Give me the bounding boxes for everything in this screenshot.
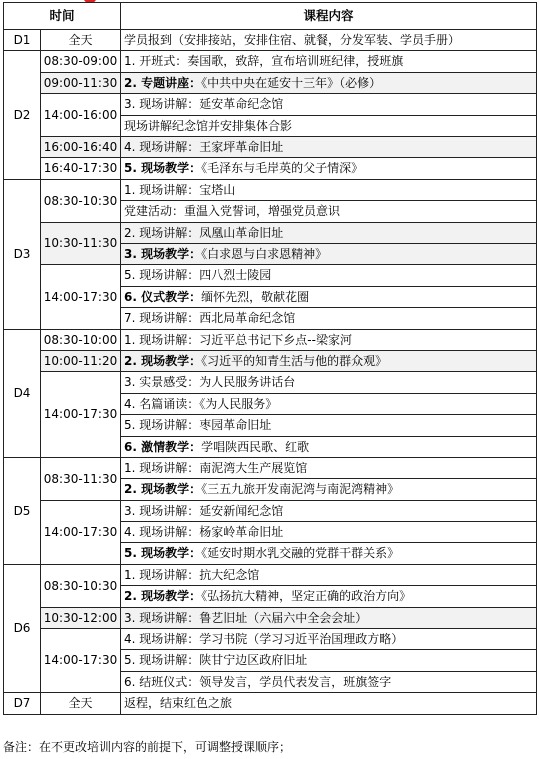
time-cell: 10:30-11:30 bbox=[41, 222, 121, 265]
item-text: 现场讲解：延安新闻纪念馆 bbox=[139, 503, 284, 518]
item-number: 3. bbox=[124, 610, 140, 625]
item-text: 现场讲解：王家坪革命旧址 bbox=[139, 140, 284, 154]
item-text: 缅怀先烈，敬献花圈 bbox=[201, 289, 310, 304]
content-line bbox=[124, 608, 536, 628]
content-cell bbox=[121, 137, 537, 158]
content-cell bbox=[121, 30, 537, 51]
item-number: 5. bbox=[124, 418, 140, 433]
content-cell bbox=[121, 286, 537, 307]
content-line bbox=[124, 650, 536, 670]
item-category: 专题讲座： bbox=[141, 75, 202, 90]
time-cell: 09:00-11:30 bbox=[41, 72, 121, 93]
item-category: 现场教学： bbox=[141, 482, 202, 497]
content-line bbox=[124, 223, 536, 243]
item-number: 5. bbox=[124, 268, 140, 283]
time-cell: 14:00-16:00 bbox=[41, 94, 121, 137]
table-row bbox=[4, 137, 537, 158]
content-cell bbox=[121, 158, 537, 179]
content-cell bbox=[121, 693, 537, 714]
item-number: 6. bbox=[124, 674, 140, 689]
content-cell bbox=[121, 243, 537, 264]
item-category: 现场教学： bbox=[141, 589, 202, 604]
item-number: 6. bbox=[124, 439, 142, 454]
table-row bbox=[4, 693, 537, 714]
day-cell: D3 bbox=[4, 179, 41, 329]
content-cell bbox=[121, 329, 537, 350]
item-number: 5. bbox=[124, 161, 142, 176]
content-cell bbox=[121, 564, 537, 585]
schedule-body bbox=[4, 30, 537, 715]
content-line bbox=[124, 116, 536, 136]
item-text: 现场讲解：枣园革命旧址 bbox=[139, 418, 272, 433]
item-number: 1. bbox=[124, 182, 140, 197]
time-cell: 10:30-12:00 bbox=[41, 607, 121, 628]
content-line bbox=[124, 244, 536, 264]
item-text: 现场讲解：凤凰山革命旧址 bbox=[139, 225, 284, 240]
content-cell bbox=[121, 586, 537, 607]
item-number: 3. bbox=[124, 375, 140, 390]
content-line bbox=[124, 30, 536, 50]
time-cell: 16:40-17:30 bbox=[41, 158, 121, 179]
table-row bbox=[4, 158, 537, 179]
time-cell: 08:30-09:00 bbox=[41, 51, 121, 72]
item-text: 现场讲解：南泥湾大生产展览馆 bbox=[139, 460, 308, 475]
content-cell bbox=[121, 222, 537, 243]
day-cell: D5 bbox=[4, 457, 41, 564]
table-row bbox=[4, 51, 537, 72]
content-line bbox=[124, 629, 536, 649]
header-content: 课程内容 bbox=[121, 3, 537, 30]
item-number: 3. bbox=[124, 503, 140, 518]
item-number: 2. bbox=[124, 75, 142, 90]
table-row bbox=[4, 329, 537, 350]
item-number: 1. bbox=[124, 332, 140, 347]
item-number: 3. bbox=[124, 97, 140, 112]
day-cell: D6 bbox=[4, 564, 41, 692]
content-cell bbox=[121, 350, 537, 371]
content-line bbox=[124, 415, 536, 435]
content-line bbox=[124, 522, 536, 542]
table-row bbox=[4, 372, 537, 393]
item-text: 《毛泽东与毛岸英的父子情深》 bbox=[201, 161, 364, 176]
item-number: 6. bbox=[124, 289, 142, 304]
item-number: 5. bbox=[124, 546, 142, 561]
time-cell: 14:00-17:30 bbox=[41, 629, 121, 693]
item-category: 现场教学： bbox=[141, 246, 202, 261]
item-number: 4. bbox=[124, 632, 140, 647]
item-number: 4. bbox=[124, 525, 140, 540]
day-cell: D7 bbox=[4, 693, 41, 714]
time-cell: 08:30-10:30 bbox=[41, 179, 121, 222]
item-text: 现场讲解：习近平总书记下乡点--梁家河 bbox=[139, 332, 352, 347]
day-cell: D4 bbox=[4, 329, 41, 457]
item-text: 现场讲解：抗大纪念馆 bbox=[139, 567, 260, 582]
table-row bbox=[4, 30, 537, 51]
item-text: 《习近平的知青生活与他的群众观》 bbox=[201, 353, 388, 368]
content-line bbox=[124, 501, 536, 521]
content-line bbox=[124, 265, 536, 285]
content-line bbox=[124, 479, 536, 499]
item-number: 5. bbox=[124, 653, 140, 668]
item-text: 现场讲解：四八烈士陵园 bbox=[139, 268, 272, 283]
content-cell bbox=[121, 543, 537, 564]
content-cell bbox=[121, 629, 537, 650]
table-row bbox=[4, 265, 537, 286]
item-number: 2. bbox=[124, 482, 142, 497]
item-text: 现场讲解：陕甘宁边区政府旧址 bbox=[139, 653, 308, 668]
item-text: 学唱陕西民歌、红歌 bbox=[201, 439, 310, 454]
content-line bbox=[124, 394, 536, 414]
item-number: 7. bbox=[124, 311, 140, 326]
day-cell: D2 bbox=[4, 51, 41, 179]
item-category: 仪式教学： bbox=[141, 289, 202, 304]
table-header-row bbox=[4, 3, 537, 30]
item-number: 1. bbox=[124, 54, 140, 69]
content-cell bbox=[121, 671, 537, 692]
table-row bbox=[4, 457, 537, 478]
item-text: 结班仪式：领导发言，学员代表发言，班旗签字 bbox=[139, 674, 392, 689]
item-text: 《三五九旅开发南泥湾与南泥湾精神》 bbox=[201, 482, 400, 497]
content-cell bbox=[121, 522, 537, 543]
content-cell bbox=[121, 265, 537, 286]
content-line bbox=[124, 180, 536, 200]
item-text: 现场讲解纪念馆并安排集体合影 bbox=[124, 118, 293, 133]
content-line bbox=[124, 330, 536, 350]
time-cell: 16:00-16:40 bbox=[41, 137, 121, 158]
item-number: 4. bbox=[124, 396, 140, 411]
content-line bbox=[124, 672, 536, 692]
table-row bbox=[4, 500, 537, 521]
content-line bbox=[124, 693, 536, 713]
content-line bbox=[124, 351, 536, 371]
content-line bbox=[124, 158, 536, 178]
day-cell: D1 bbox=[4, 30, 41, 51]
table-row bbox=[4, 72, 537, 93]
content-cell bbox=[121, 201, 537, 222]
item-number: 2. bbox=[124, 353, 142, 368]
time-cell: 14:00-17:30 bbox=[41, 372, 121, 458]
item-number: 1. bbox=[124, 567, 140, 582]
content-cell bbox=[121, 457, 537, 478]
item-number: 4. bbox=[124, 140, 140, 154]
item-text: 名篇诵读：《为人民服务》 bbox=[139, 396, 278, 411]
item-text: 党建活动：重温入党誓词，增强党员意识 bbox=[124, 204, 341, 219]
content-cell bbox=[121, 393, 537, 414]
table-row bbox=[4, 222, 537, 243]
content-cell bbox=[121, 72, 537, 93]
content-line bbox=[124, 137, 536, 157]
content-cell bbox=[121, 179, 537, 200]
header-time: 时间 bbox=[4, 3, 121, 30]
content-cell bbox=[121, 94, 537, 115]
time-cell: 10:00-11:20 bbox=[41, 350, 121, 371]
item-number: 2. bbox=[124, 589, 142, 604]
content-line bbox=[124, 543, 536, 563]
item-category: 现场教学： bbox=[141, 546, 202, 561]
content-cell bbox=[121, 415, 537, 436]
content-cell bbox=[121, 372, 537, 393]
schedule-table-container bbox=[3, 2, 536, 715]
content-cell bbox=[121, 479, 537, 500]
item-category: 现场教学： bbox=[141, 353, 202, 368]
table-row bbox=[4, 629, 537, 650]
item-text: 现场讲解：西北局革命纪念馆 bbox=[139, 311, 296, 326]
item-text: 《中共中央在延安十三年》（必修） bbox=[201, 75, 382, 90]
item-category: 现场教学： bbox=[141, 161, 202, 176]
time-cell: 14:00-17:30 bbox=[41, 265, 121, 329]
table-row bbox=[4, 179, 537, 200]
item-text: 现场讲解：杨家岭革命旧址 bbox=[139, 525, 284, 540]
content-cell bbox=[121, 650, 537, 671]
content-line bbox=[124, 565, 536, 585]
item-text: 实景感受：为人民服务讲话台 bbox=[139, 375, 296, 390]
content-line bbox=[124, 73, 536, 93]
item-number: 3. bbox=[124, 246, 142, 261]
item-text: 现场讲解：学习书院（学习习近平治国理政方略） bbox=[139, 632, 404, 647]
item-number: 1. bbox=[124, 460, 140, 475]
table-row bbox=[4, 94, 537, 115]
item-text: 现场讲解：宝塔山 bbox=[139, 182, 236, 197]
item-text: 返程，结束红色之旅 bbox=[124, 696, 233, 711]
item-text: 《弘扬抗大精神，坚定正确的政治方向》 bbox=[201, 589, 412, 604]
item-text: 现场讲解：延安革命纪念馆 bbox=[139, 97, 284, 112]
content-line bbox=[124, 287, 536, 307]
content-cell bbox=[121, 436, 537, 457]
item-text: 现场讲解：鲁艺旧址（六届六中全会会址） bbox=[139, 610, 368, 625]
content-cell bbox=[121, 308, 537, 329]
content-line bbox=[124, 586, 536, 606]
footnote: 备注：在不更改培训内容的前提下，可调整授课顺序； bbox=[3, 740, 292, 754]
content-cell bbox=[121, 51, 537, 72]
content-line bbox=[124, 372, 536, 392]
content-line bbox=[124, 51, 536, 71]
item-text: 《延安时期水乳交融的党群干群关系》 bbox=[201, 546, 400, 561]
time-cell: 08:30-11:30 bbox=[41, 457, 121, 500]
item-text: 《白求恩与白求恩精神》 bbox=[201, 246, 328, 261]
time-cell: 14:00-17:30 bbox=[41, 500, 121, 564]
item-text: 学员报到（安排接站，安排住宿、就餐，分发军装、学员手册） bbox=[124, 33, 461, 47]
content-cell bbox=[121, 607, 537, 628]
item-text: 开班式：奏国歌，致辞，宣布培训班纪律，授班旗 bbox=[139, 54, 404, 69]
table-row bbox=[4, 564, 537, 585]
content-line bbox=[124, 94, 536, 114]
time-cell: 08:30-10:30 bbox=[41, 564, 121, 607]
item-number: 2. bbox=[124, 225, 140, 240]
content-cell bbox=[121, 500, 537, 521]
item-category: 激情教学： bbox=[141, 439, 202, 454]
table-row bbox=[4, 350, 537, 371]
content-line bbox=[124, 201, 536, 221]
table-row bbox=[4, 607, 537, 628]
time-cell: 全天 bbox=[41, 30, 121, 51]
content-line bbox=[124, 437, 536, 457]
content-line bbox=[124, 308, 536, 328]
time-cell: 全天 bbox=[41, 693, 121, 714]
time-cell: 08:30-10:00 bbox=[41, 329, 121, 350]
content-cell bbox=[121, 115, 537, 136]
content-line bbox=[124, 458, 536, 478]
schedule-table bbox=[3, 2, 537, 715]
